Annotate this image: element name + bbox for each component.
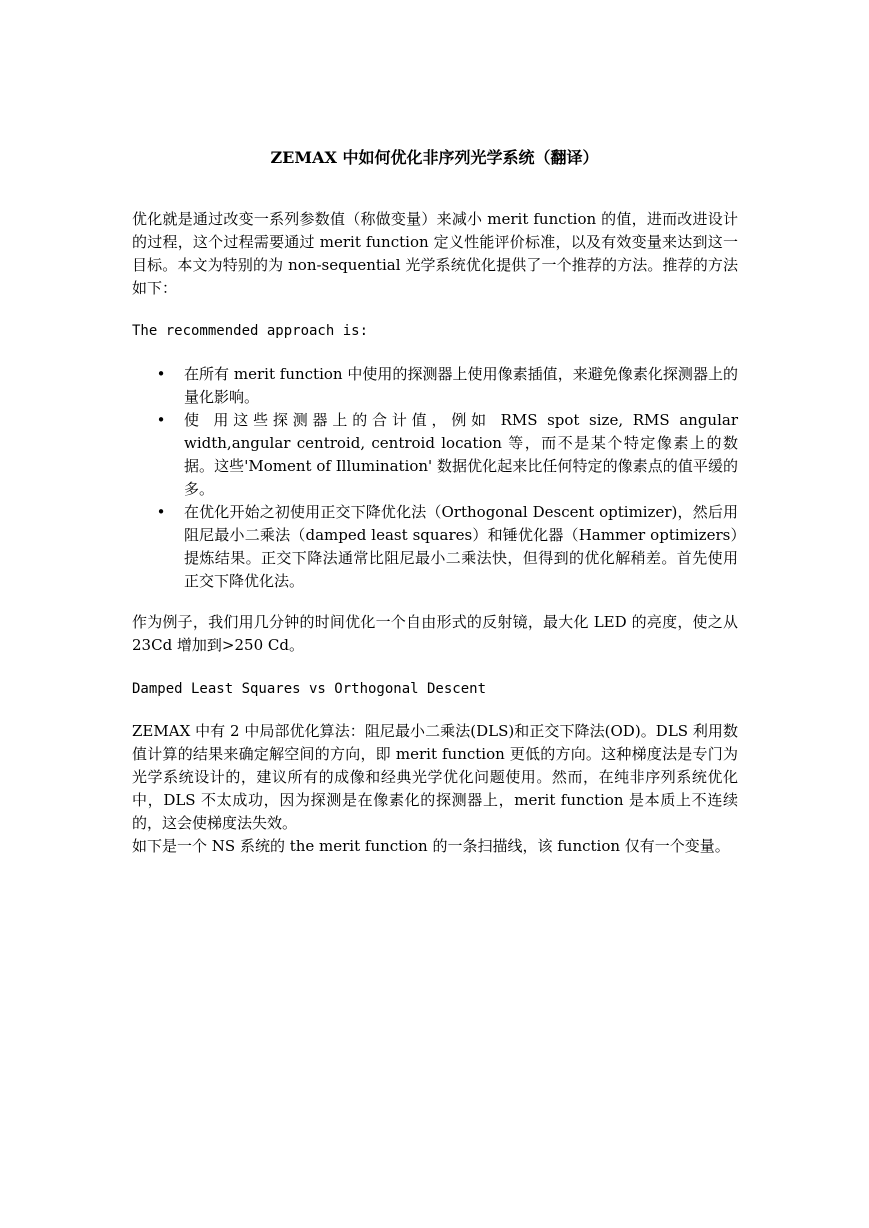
example-paragraph: 作为例子，我们用几分钟的时间优化一个自由形式的反射镜，最大化 LED 的亮度，使之从 23Cd 增加到>250 Cd。 (132, 613, 738, 654)
dls-paragraph: ZEMAX 中有 2 中局部优化算法：阻尼最小二乘法(DLS)和正交下降法(OD)。DLS 利用数值计算的结果来确定解空间的方向，即 merit function 更低的方向。这种梯度法是专门为光学系统设计的，建议所有的成像和经典光学优化问题使用。然而，在纯非序列系统优化中，DLS 不太成功，因为探测是在像素化的探测器上，merit function 是本质上不连续的，这会使梯度法失效。 (132, 722, 738, 832)
bullet-icon: • (156, 503, 166, 521)
document-title: ZEMAX 中如何优化非序列光学系统（翻译） (270, 148, 599, 167)
bullet-icon: • (156, 411, 166, 429)
list-item (132, 363, 738, 409)
bullet-icon: • (156, 365, 166, 383)
approach-steps-list (132, 363, 738, 593)
scan-line-paragraph: 如下是一个 NS 系统的 the merit function 的一条扫描线，该 function 仅有一个变量。 (132, 837, 730, 855)
list-item (132, 409, 738, 501)
dls-section (132, 720, 738, 858)
step-text: 在所有 merit function 中使用的探测器上使用像素插值，来避免像素化探测器上的量化影响。 (184, 365, 738, 406)
list-item (132, 501, 738, 593)
approach-label: The recommended approach is: (132, 323, 369, 339)
section-heading: Damped Least Squares vs Orthogonal Descent (132, 681, 487, 697)
step-text: 使 用这些探测器上的合计值，例如 RMS spot size, RMS angular width,angular centroid, centroid location 等，而不是某个特定像素上的数据。这些'Moment of Illumination' 数据优化起来比任何特定的像素点的值平缓的多。 (184, 411, 738, 498)
step-text: 在优化开始之初使用正交下降优化法（Orthogonal Descent optimizer)，然后用阻尼最小二乘法（damped least squares）和锤优化器（Hammer optimizers）提炼结果。正交下降法通常比阻尼最小二乘法快，但得到的优化解稍差。首先使用正交下降优化法。 (184, 503, 738, 590)
intro-paragraph: 优化就是通过改变一系列参数值（称做变量）来减小 merit function 的值，进而改进设计的过程，这个过程需要通过 merit function 定义性能评价标准，以及有效变量来达到这一目标。本文为特别的为 non-sequential 光学系统优化提供了一个推荐的方法。推荐的方法如下： (132, 210, 738, 297)
